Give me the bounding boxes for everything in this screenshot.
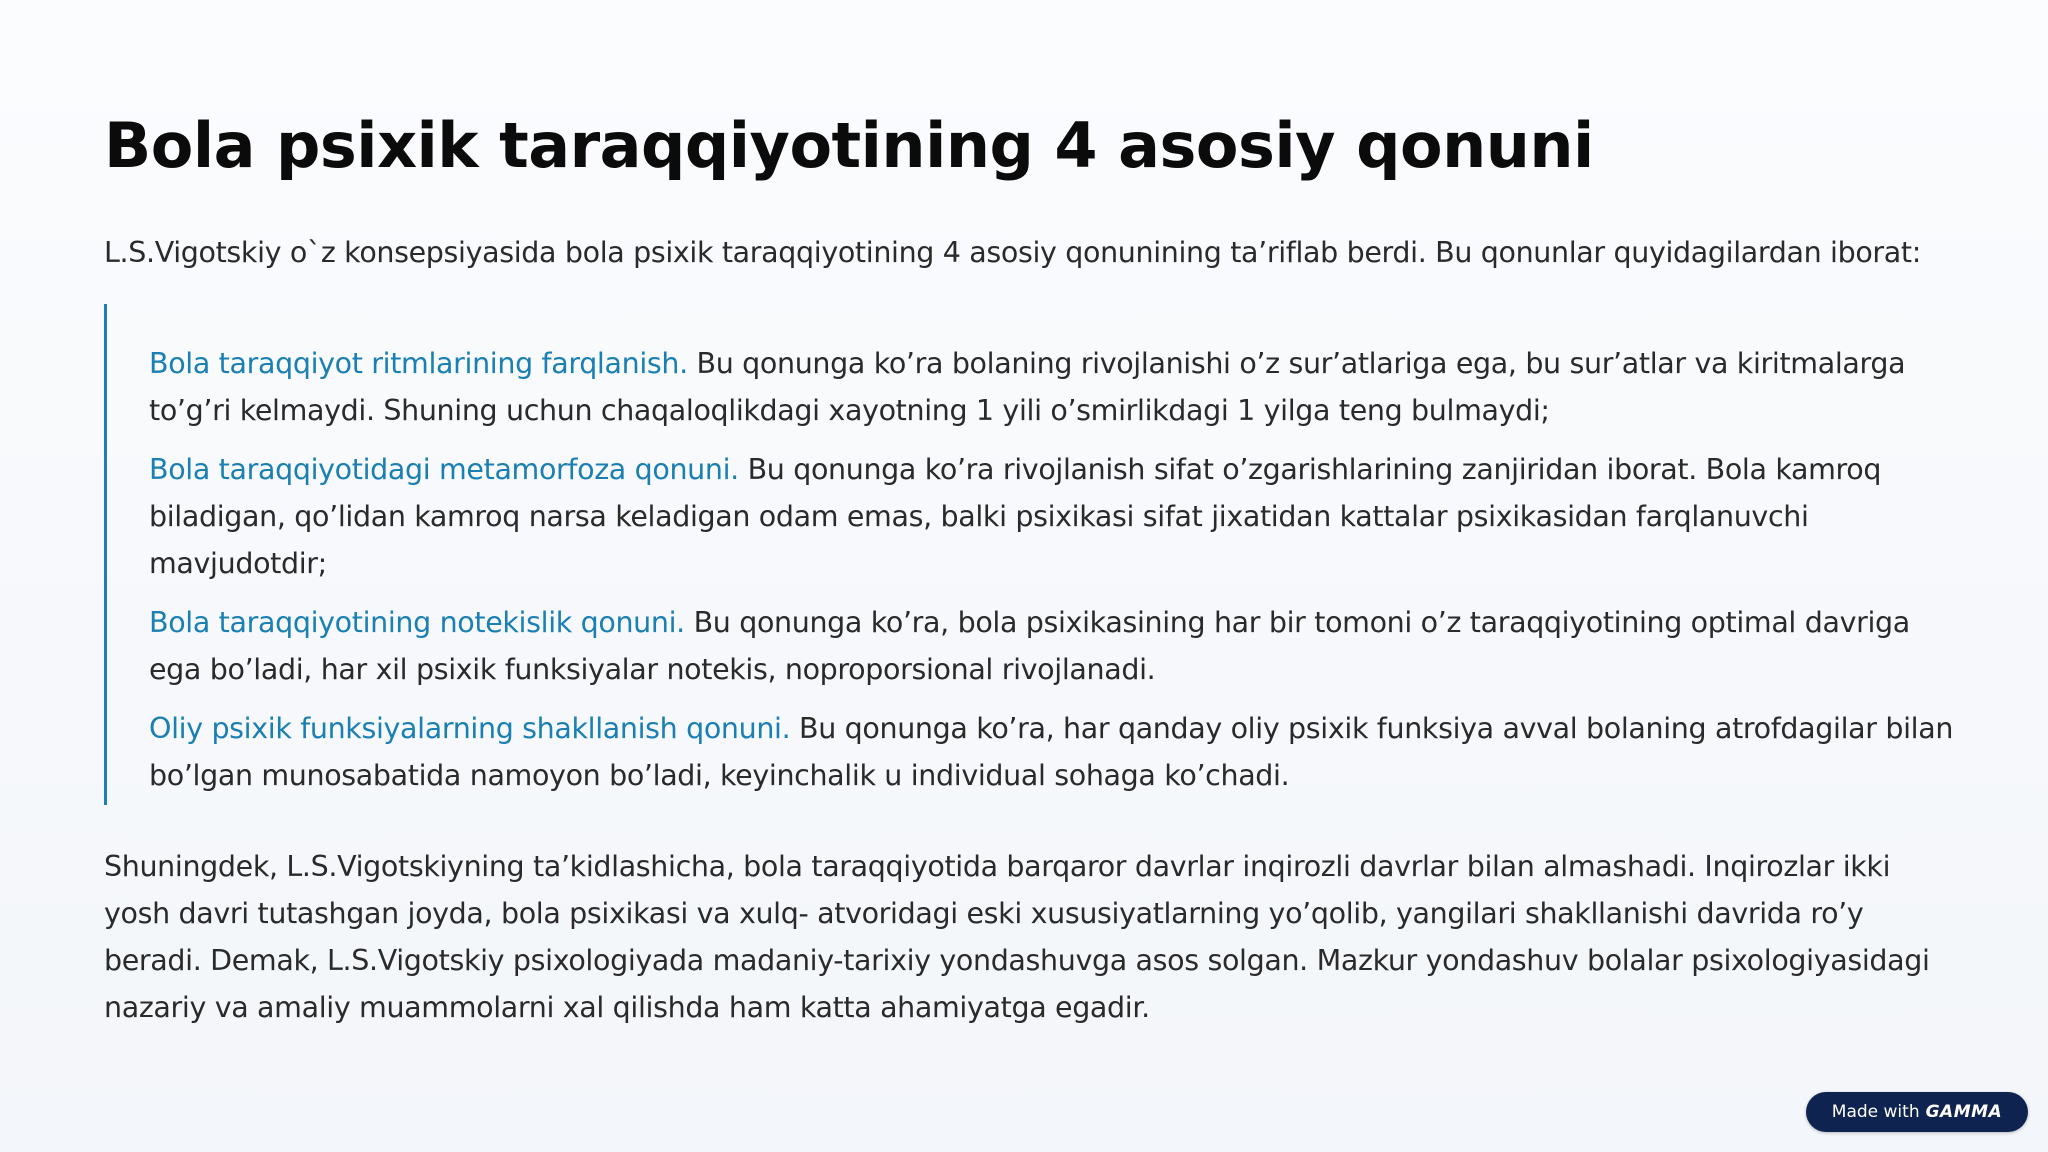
slide-content <box>104 108 1954 1031</box>
law-name: Bola taraqqiyot ritmlarining farqlanish. <box>149 347 688 380</box>
law-description: Bu qonunga ko’ra, har qanday oliy psixik funksiya avval bolaning atrofdagilar bilan bo’lgan munosabatida namoyon bo’ladi, keyinchalik u individual sohaga ko’chadi. <box>149 712 1954 792</box>
law-item <box>149 705 1954 799</box>
law-description: Bu qonunga ko’ra, bola psixikasining har bir tomoni o’z taraqqiyotining optimal davriga ega bo’ladi, har xil psixik funksiyalar notekis, noproporsional rivojlanadi. <box>149 606 1910 686</box>
laws-blockquote <box>104 304 1954 805</box>
law-item <box>149 599 1954 693</box>
law-name: Bola taraqqiyotining notekislik qonuni. <box>149 606 685 639</box>
gamma-logo: GAMMA <box>1925 1102 2003 1122</box>
law-name: Oliy psixik funksiyalarning shakllanish qonuni. <box>149 712 791 745</box>
law-item <box>149 340 1954 434</box>
badge-prefix: Made with <box>1831 1102 1920 1122</box>
outro-paragraph: Shuningdek, L.S.Vigotskiyning ta’kidlashicha, bola taraqqiyotida barqaror davrlar inqirozli davrlar bilan almashadi. Inqirozlar ikki yosh davri tutashgan joyda, bola psixikasi va xulq- atvoridagi eski xususiyatlarning yo’qolib, yangilari shakllanishi davrida ro’y beradi. Demak, L.S.Vigotskiy psixologiyada madaniy-tarixiy yondashuvga asos solgan. Mazkur yondashuv bolalar psixologiyasidagi nazariy va amaliy muammolarni xal qilishda ham katta ahamiyatga egadir. <box>104 850 1930 1024</box>
law-item <box>149 446 1954 587</box>
law-description: Bu qonunga ko’ra rivojlanish sifat o’zgarishlarining zanjiridan iborat. Bola kamroq biladigan, qo’lidan kamroq narsa keladigan odam emas, balki psixikasi sifat jixatidan kattalar psixikasidan farqlanuvchi mavjudotdir; <box>149 453 1882 580</box>
intro-paragraph: L.S.Vigotskiy o`z konsepsiyasida bola psixik taraqqiyotining 4 asosiy qonunining ta’riflab berdi. Bu qonunlar quyidagilardan iborat: <box>104 236 1921 269</box>
made-with-gamma-badge[interactable] <box>1806 1092 2028 1132</box>
page-title: Bola psixik taraqqiyotining 4 asosiy qonuni <box>104 109 1594 182</box>
law-name: Bola taraqqiyotidagi metamorfoza qonuni. <box>149 453 739 486</box>
law-description: Bu qonunga ko’ra bolaning rivojlanishi o’z sur’atlariga ega, bu sur’atlar va kiritmalarga to’g’ri kelmaydi. Shuning uchun chaqaloqlikdagi xayotning 1 yili o’smirlikdagi 1 yilga teng bulmaydi; <box>149 347 1906 427</box>
